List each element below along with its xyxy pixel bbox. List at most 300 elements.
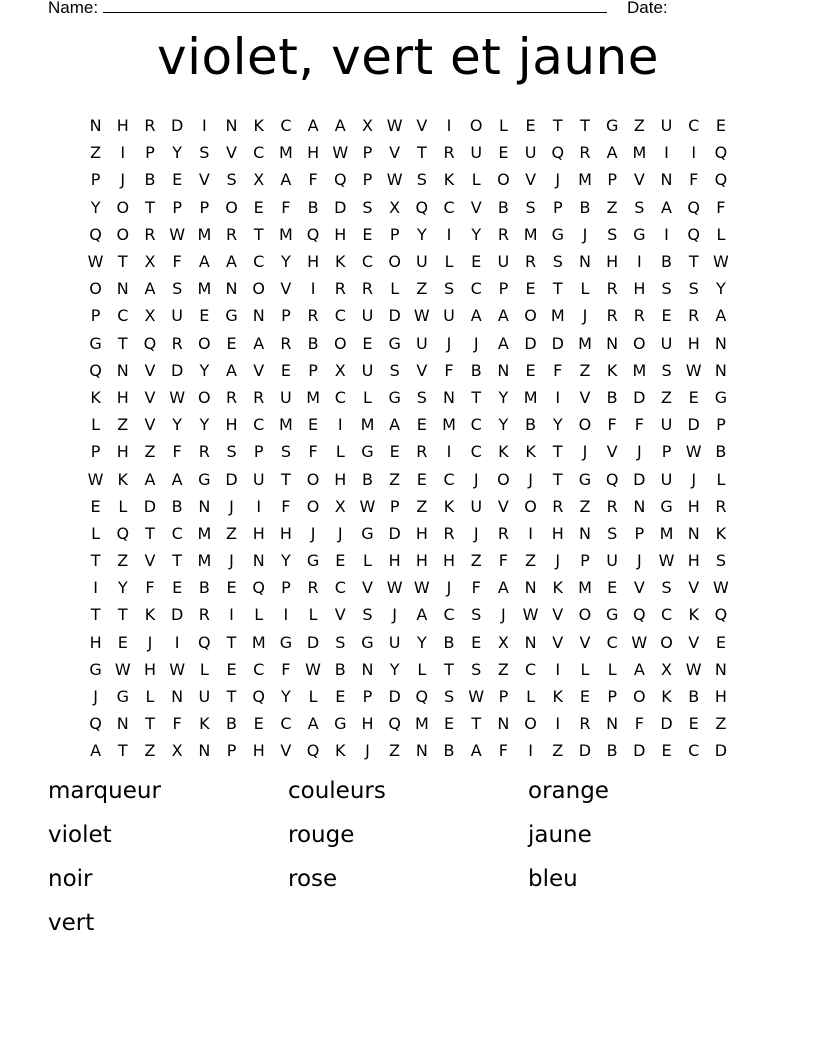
grid-letter: L xyxy=(199,659,209,679)
grid-letter: S xyxy=(416,387,427,407)
grid-letter: V xyxy=(552,605,564,625)
grid-letter: Z xyxy=(144,442,156,462)
grid-letter: Y xyxy=(199,360,210,380)
grid-letter: G xyxy=(89,333,102,353)
grid-letter: T xyxy=(471,387,482,407)
grid-letter: L xyxy=(335,442,345,462)
grid-letter: C xyxy=(253,252,265,272)
grid-letter: N xyxy=(633,496,646,516)
grid-letter: J xyxy=(120,170,126,190)
grid-letter: C xyxy=(361,252,374,272)
grid-letter: H xyxy=(551,523,564,543)
grid-letter: V xyxy=(470,197,482,217)
grid-letter: G xyxy=(361,523,374,543)
grid-letter: S xyxy=(226,170,237,190)
grid-letter: R xyxy=(552,496,564,516)
grid-letter: H xyxy=(252,523,265,543)
grid-letter: I xyxy=(528,523,533,543)
grid-letter: R xyxy=(225,224,238,244)
grid-letter: A xyxy=(715,306,727,326)
grid-letter: A xyxy=(307,714,319,734)
grid-letter: Q xyxy=(687,197,701,217)
grid-letter: T xyxy=(253,224,264,244)
grid-letter: I xyxy=(337,415,343,435)
grid-letter: Q xyxy=(714,605,728,625)
grid-letter: H xyxy=(443,551,456,571)
grid-letter: K xyxy=(688,605,699,625)
grid-letter: N xyxy=(89,116,102,136)
grid-letter: M xyxy=(197,523,212,543)
grid-letter: X xyxy=(171,741,183,761)
grid-letter: J xyxy=(501,605,506,625)
grid-letter: L xyxy=(390,279,400,299)
grid-letter: H xyxy=(606,252,619,272)
grid-letter: Z xyxy=(389,469,401,489)
grid-letter: Z xyxy=(117,415,129,435)
grid-letter: I xyxy=(446,116,452,136)
grid-letter: X xyxy=(361,116,373,136)
grid-letter: E xyxy=(661,741,672,761)
grid-letter: R xyxy=(606,279,618,299)
grid-letter: F xyxy=(281,496,291,516)
grid-letter: U xyxy=(660,469,673,489)
grid-letter: W xyxy=(413,306,430,326)
grid-letter: N xyxy=(660,170,673,190)
grid-letter: F xyxy=(498,741,508,761)
grid-letter: Z xyxy=(117,551,129,571)
grid-letter: X xyxy=(334,360,346,380)
grid-letter: D xyxy=(524,333,537,353)
grid-letter: K xyxy=(715,523,727,543)
grid-letter: F xyxy=(634,714,644,734)
grid-letter: O xyxy=(497,170,510,190)
grid-letter: K xyxy=(498,442,509,462)
grid-letter: C xyxy=(525,659,537,679)
grid-letter: J xyxy=(555,551,561,571)
grid-letter: C xyxy=(443,469,455,489)
grid-letter: Y xyxy=(90,197,101,217)
grid-letter: C xyxy=(334,578,346,598)
grid-letter: V xyxy=(579,387,591,407)
grid-letter: N xyxy=(687,523,700,543)
grid-letter: I xyxy=(555,714,561,734)
grid-letter: D xyxy=(388,687,401,707)
grid-letter: N xyxy=(198,496,211,516)
name-field[interactable] xyxy=(48,0,607,18)
grid-letter: Q xyxy=(333,170,347,190)
grid-letter: I xyxy=(446,224,452,244)
word-list-item: noir xyxy=(48,866,93,892)
grid-letter: D xyxy=(306,632,320,652)
grid-letter: I xyxy=(636,252,642,272)
grid-letter: B xyxy=(144,170,156,190)
grid-letter: H xyxy=(89,632,102,652)
grid-letter: Y xyxy=(281,551,291,571)
grid-letter: A xyxy=(198,252,210,272)
grid-letter: T xyxy=(145,197,155,217)
grid-letter: V xyxy=(497,496,509,516)
grid-letter: R xyxy=(497,523,509,543)
grid-letter: T xyxy=(416,143,427,163)
grid-letter: S xyxy=(362,197,373,217)
grid-letter: G xyxy=(116,687,129,707)
grid-letter: Q xyxy=(605,469,619,489)
grid-letter: Z xyxy=(416,496,428,516)
grid-letter: P xyxy=(90,306,101,326)
grid-letter: I xyxy=(174,632,180,652)
grid-letter: L xyxy=(308,605,318,625)
grid-letter: U xyxy=(171,306,184,326)
grid-letter: Y xyxy=(281,687,291,707)
grid-letter: I xyxy=(691,143,697,163)
grid-letter: K xyxy=(335,252,346,272)
grid-letter: H xyxy=(116,116,129,136)
grid-letter: S xyxy=(661,578,672,598)
grid-letter: T xyxy=(117,333,128,353)
grid-letter: N xyxy=(225,279,238,299)
grid-letter: I xyxy=(555,387,561,407)
grid-letter: C xyxy=(688,741,700,761)
grid-letter: T xyxy=(90,605,101,625)
grid-letter: U xyxy=(415,252,428,272)
grid-letter: Z xyxy=(226,523,238,543)
grid-letter: Q xyxy=(714,170,728,190)
grid-letter: F xyxy=(145,578,155,598)
grid-letter: G xyxy=(633,224,646,244)
grid-letter: J xyxy=(636,551,642,571)
grid-letter: G xyxy=(605,605,619,625)
grid-letter: F xyxy=(498,551,508,571)
grid-letter: K xyxy=(443,496,455,516)
grid-letter: Y xyxy=(498,387,509,407)
grid-letter: A xyxy=(497,306,509,326)
grid-letter: T xyxy=(552,442,563,462)
grid-letter: U xyxy=(497,252,510,272)
grid-letter: O xyxy=(116,197,130,217)
grid-letter: W xyxy=(169,659,186,679)
grid-letter: W xyxy=(305,659,321,679)
grid-letter: M xyxy=(306,387,320,407)
grid-letter: M xyxy=(578,170,592,190)
grid-letter: Q xyxy=(89,224,102,244)
grid-letter: G xyxy=(225,306,238,326)
grid-letter: K xyxy=(335,741,346,761)
grid-letter: H xyxy=(279,523,292,543)
grid-letter: F xyxy=(281,197,291,217)
grid-letter: E xyxy=(362,333,373,353)
grid-letter: V xyxy=(633,578,645,598)
grid-letter: O xyxy=(306,496,320,516)
grid-letter: V xyxy=(361,578,373,598)
grid-letter: E xyxy=(172,170,183,190)
grid-letter: U xyxy=(280,387,292,407)
grid-letter: R xyxy=(606,496,618,516)
grid-letter: S xyxy=(443,687,455,707)
grid-letter: N xyxy=(171,687,184,707)
grid-letter: G xyxy=(714,387,728,407)
grid-letter: R xyxy=(198,605,210,625)
grid-letter: N xyxy=(606,714,619,734)
grid-letter: O xyxy=(633,687,646,707)
grid-letter: D xyxy=(170,116,184,136)
grid-letter: T xyxy=(281,469,291,489)
grid-letter: R xyxy=(443,523,455,543)
grid-letter: N xyxy=(606,333,619,353)
grid-letter: C xyxy=(253,415,265,435)
grid-letter: X xyxy=(389,197,401,217)
grid-letter: Z xyxy=(661,387,673,407)
grid-letter: E xyxy=(416,469,427,489)
grid-letter: X xyxy=(497,632,509,652)
grid-letter: W xyxy=(87,252,104,272)
grid-letter: Q xyxy=(687,224,701,244)
grid-letter: B xyxy=(688,687,700,707)
grid-letter: R xyxy=(280,333,292,353)
grid-letter: A xyxy=(144,279,156,299)
grid-letter: V xyxy=(579,632,591,652)
grid-letter: M xyxy=(279,224,293,244)
grid-letter: I xyxy=(555,659,561,679)
grid-letter: N xyxy=(524,578,537,598)
letter-grid xyxy=(82,112,735,765)
grid-letter: W xyxy=(386,170,403,190)
grid-letter: J xyxy=(392,605,398,625)
grid-letter: J xyxy=(582,224,588,244)
grid-letter: B xyxy=(443,632,455,652)
grid-letter: S xyxy=(362,605,373,625)
grid-letter: W xyxy=(386,116,403,136)
grid-letter: Z xyxy=(579,360,591,380)
grid-letter: X xyxy=(661,659,673,679)
grid-letter: R xyxy=(525,252,537,272)
grid-letter: P xyxy=(362,143,373,163)
grid-letter: M xyxy=(632,143,647,163)
grid-letter: W xyxy=(685,360,702,380)
grid-letter: K xyxy=(199,714,210,734)
grid-letter: O xyxy=(524,714,537,734)
grid-letter: U xyxy=(606,551,619,571)
grid-letter: T xyxy=(90,551,101,571)
grid-letter: O xyxy=(497,469,510,489)
grid-letter: B xyxy=(171,496,183,516)
grid-letter: N xyxy=(225,116,238,136)
grid-letter: C xyxy=(171,523,183,543)
grid-letter: V xyxy=(198,170,210,190)
grid-letter: F xyxy=(471,578,481,598)
grid-letter: J xyxy=(636,442,642,462)
grid-letter: B xyxy=(361,469,373,489)
grid-letter: C xyxy=(606,632,618,652)
date-field[interactable] xyxy=(627,0,668,18)
grid-letter: D xyxy=(170,605,184,625)
grid-letter: W xyxy=(413,578,430,598)
grid-letter: Q xyxy=(143,333,157,353)
grid-letter: V xyxy=(280,741,292,761)
grid-letter: S xyxy=(471,659,482,679)
date-label: Date: xyxy=(627,0,668,17)
grid-letter: J xyxy=(337,523,343,543)
grid-letter: E xyxy=(335,687,346,707)
grid-letter: X xyxy=(253,170,265,190)
grid-letter: H xyxy=(225,415,238,435)
grid-letter: V xyxy=(144,387,156,407)
grid-letter: I xyxy=(446,442,452,462)
grid-letter: P xyxy=(607,170,617,190)
grid-letter: O xyxy=(524,496,537,516)
grid-letter: E xyxy=(90,496,101,516)
grid-letter: W xyxy=(712,578,729,598)
grid-letter: Z xyxy=(552,741,564,761)
grid-letter: R xyxy=(361,279,374,299)
grid-letter: M xyxy=(414,714,429,734)
grid-letter: H xyxy=(334,469,347,489)
grid-letter: N xyxy=(252,306,265,326)
grid-letter: F xyxy=(607,415,617,435)
grid-letter: D xyxy=(225,469,238,489)
grid-letter: R xyxy=(579,143,591,163)
grid-letter: M xyxy=(360,415,375,435)
grid-letter: A xyxy=(334,116,346,136)
grid-letter: K xyxy=(552,578,564,598)
grid-letter: V xyxy=(606,442,618,462)
grid-letter: Y xyxy=(172,415,183,435)
grid-letter: S xyxy=(688,279,699,299)
grid-letter: C xyxy=(470,415,482,435)
grid-letter: U xyxy=(361,306,374,326)
grid-letter: N xyxy=(578,252,591,272)
grid-letter: U xyxy=(660,116,673,136)
grid-letter: F xyxy=(689,170,699,190)
grid-letter: M xyxy=(279,415,293,435)
grid-letter: G xyxy=(388,387,401,407)
grid-letter: Q xyxy=(198,632,211,652)
grid-letter: B xyxy=(198,578,210,598)
grid-letter: J xyxy=(582,442,588,462)
grid-letter: S xyxy=(443,279,455,299)
grid-letter: O xyxy=(306,469,320,489)
grid-letter: T xyxy=(117,741,128,761)
grid-letter: E xyxy=(389,442,400,462)
grid-letter: V xyxy=(144,415,156,435)
grid-letter: C xyxy=(443,197,455,217)
grid-letter: D xyxy=(714,741,728,761)
grid-letter: A xyxy=(497,333,509,353)
grid-letter: D xyxy=(687,415,700,435)
grid-letter: B xyxy=(497,197,509,217)
grid-letter: E xyxy=(471,632,482,652)
grid-letter: W xyxy=(468,687,485,707)
grid-letter: S xyxy=(280,442,291,462)
grid-letter: E xyxy=(661,306,672,326)
grid-letter: I xyxy=(664,224,669,244)
grid-letter: D xyxy=(143,496,157,516)
grid-letter: P xyxy=(90,442,101,462)
grid-letter: R xyxy=(443,143,455,163)
grid-letter: K xyxy=(90,387,101,407)
grid-letter: R xyxy=(307,578,319,598)
grid-letter: O xyxy=(333,333,347,353)
grid-letter: Y xyxy=(117,578,128,598)
grid-letter: M xyxy=(659,523,674,543)
name-label: Name: xyxy=(48,0,99,17)
grid-letter: H xyxy=(334,224,347,244)
grid-letter: E xyxy=(117,632,128,652)
grid-letter: S xyxy=(389,360,400,380)
grid-letter: H xyxy=(361,714,374,734)
grid-letter: L xyxy=(145,687,155,707)
grid-letter: Z xyxy=(633,116,645,136)
grid-letter: A xyxy=(661,197,672,217)
grid-letter: L xyxy=(254,605,264,625)
grid-letter: I xyxy=(528,741,533,761)
grid-letter: E xyxy=(688,714,699,734)
word-list-item: marqueur xyxy=(48,778,161,804)
grid-letter: N xyxy=(443,387,456,407)
grid-letter: T xyxy=(172,551,183,571)
grid-letter: L xyxy=(91,523,101,543)
grid-letter: E xyxy=(226,333,237,353)
grid-letter: Z xyxy=(606,197,618,217)
grid-letter: J xyxy=(473,333,479,353)
grid-letter: V xyxy=(389,143,401,163)
grid-letter: D xyxy=(334,197,347,217)
grid-letter: N xyxy=(578,523,591,543)
grid-letter: G xyxy=(89,659,102,679)
grid-letter: W xyxy=(685,659,702,679)
grid-letter: Q xyxy=(551,143,565,163)
grid-letter: W xyxy=(685,442,702,462)
name-blank[interactable] xyxy=(103,0,607,13)
grid-letter: P xyxy=(172,197,182,217)
grid-letter: M xyxy=(523,224,538,244)
grid-letter: B xyxy=(606,741,618,761)
grid-letter: D xyxy=(578,741,592,761)
grid-letter: T xyxy=(688,252,699,272)
grid-letter: W xyxy=(87,469,104,489)
grid-letter: Z xyxy=(579,496,591,516)
grid-letter: E xyxy=(253,714,264,734)
grid-letter: W xyxy=(631,632,648,652)
grid-letter: R xyxy=(606,306,618,326)
grid-letter: E xyxy=(715,116,726,136)
grid-letter: B xyxy=(579,197,591,217)
grid-letter: V xyxy=(688,632,700,652)
grid-letter: N xyxy=(415,741,428,761)
grid-letter: F xyxy=(172,252,182,272)
grid-letter: R xyxy=(688,306,700,326)
grid-letter: P xyxy=(498,687,509,707)
grid-letter: D xyxy=(633,469,646,489)
grid-letter: L xyxy=(580,279,590,299)
grid-letter: J xyxy=(446,333,452,353)
grid-letter: P xyxy=(362,687,373,707)
grid-letter: A xyxy=(606,143,618,163)
grid-letter: S xyxy=(661,360,672,380)
grid-letter: J xyxy=(691,469,697,489)
grid-letter: W xyxy=(169,387,186,407)
grid-letter: P xyxy=(552,197,563,217)
grid-letter: V xyxy=(552,632,564,652)
grid-letter: J xyxy=(528,469,533,489)
grid-letter: Q xyxy=(415,197,429,217)
grid-letter: C xyxy=(280,116,292,136)
grid-letter: V xyxy=(334,605,346,625)
grid-letter: R xyxy=(144,224,156,244)
grid-letter: H xyxy=(307,252,320,272)
grid-letter: P xyxy=(716,415,726,435)
grid-letter: H xyxy=(687,333,700,353)
grid-letter: Y xyxy=(552,415,563,435)
